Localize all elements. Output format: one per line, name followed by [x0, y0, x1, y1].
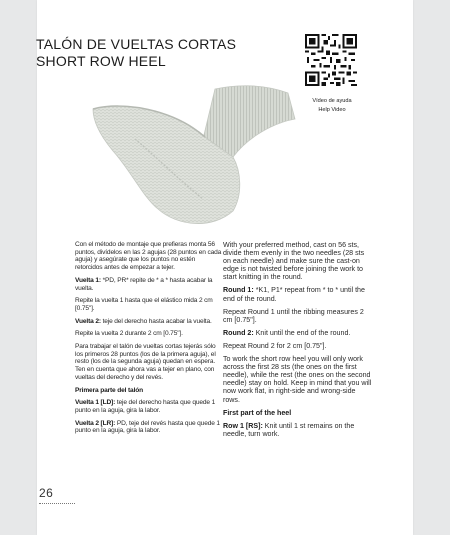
- en-repeat-1: Repeat Round 1 until the ribbing measures 2 cm [0.75"].: [223, 307, 364, 324]
- spanish-column: [75, 241, 222, 440]
- en-intro: With your preferred method, cast on 56 sts, divide them evenly in the two needles (28 sts on each needle) and make sure the cast-on edge is not twisted before joining the work to start knitting in the round.: [223, 241, 365, 282]
- es-repeat-2: Repite la vuelta 2 durante 2 cm [0.75"].: [75, 330, 183, 338]
- en-repeat-2: Repeat Round 2 for 2 cm [0.75"].: [223, 341, 327, 350]
- help-video-en: Help Video: [318, 107, 346, 113]
- qr-code-icon[interactable]: [305, 34, 357, 86]
- en-part-heading: First part of the heel: [223, 408, 292, 417]
- english-column: [223, 241, 373, 443]
- es-vuelta-2: Vuelta 2: teje del derecho hasta acabar la vuelta.: [75, 317, 212, 325]
- page-number: 26: [39, 486, 54, 500]
- es-vuelta-1-ld: Vuelta 1 [LD]: teje del derecho hasta que quede 1 punto en la aguja, gira la labor.: [75, 399, 216, 414]
- help-video-caption: [290, 97, 374, 115]
- en-heel-intro: To work the short row heel you will only work across the first 28 sts (the ones on the first needle), while the rest (the ones on the second needle) stay on hold. Keep in mind that you will now work flat, in right-side and wrong-side rows.: [223, 355, 372, 404]
- page-title: [36, 36, 236, 70]
- en-round-2: Round 2: Knit until the end of the round.: [223, 328, 351, 337]
- es-heel-intro: Para trabajar el talón de vueltas cortas tejerás sólo los primeros 28 puntos (los de la primera aguja), el resto (los de la segunda aguja) quedan en espera. Ten en cuenta que ahora vas a tejer en plano, con vueltas del derecho y del revés.: [75, 343, 216, 381]
- page-number-underline: [39, 503, 75, 504]
- help-video-es: Vídeo de ayuda: [312, 98, 352, 104]
- es-intro: Con el método de montaje que prefieras monta 56 puntos, divídelos en las 2 agujas (28 puntos en cada aguja) y asegúrate que los puntos no estén retorcidos antes de empezar a tejer.: [75, 241, 222, 272]
- es-vuelta-2-lr: Vuelta 2 [LR]: PD, teje del revés hasta que quede 1 punto en la aguja, gira la labor.: [75, 419, 220, 435]
- es-repeat-1: Repite la vuelta 1 hasta que el elástico mida 2 cm [0.75"].: [75, 297, 213, 312]
- en-row-1-rs: Row 1 [RS]: Knit until 1 st remains on the needle, turn work.: [223, 421, 355, 438]
- knitted-sock-photo: [83, 79, 298, 229]
- title-spanish: TALÓN DE VUELTAS CORTAS: [36, 36, 237, 52]
- title-english: SHORT ROW HEEL: [36, 53, 166, 69]
- es-part-heading: Primera parte del talón: [75, 386, 144, 394]
- es-vuelta-1: Vuelta 1: *PD, PR* repite de * a * hasta acabar la vuelta.: [75, 276, 213, 292]
- en-round-1: Round 1: *K1, P1* repeat from * to * until the end of the round.: [223, 286, 365, 303]
